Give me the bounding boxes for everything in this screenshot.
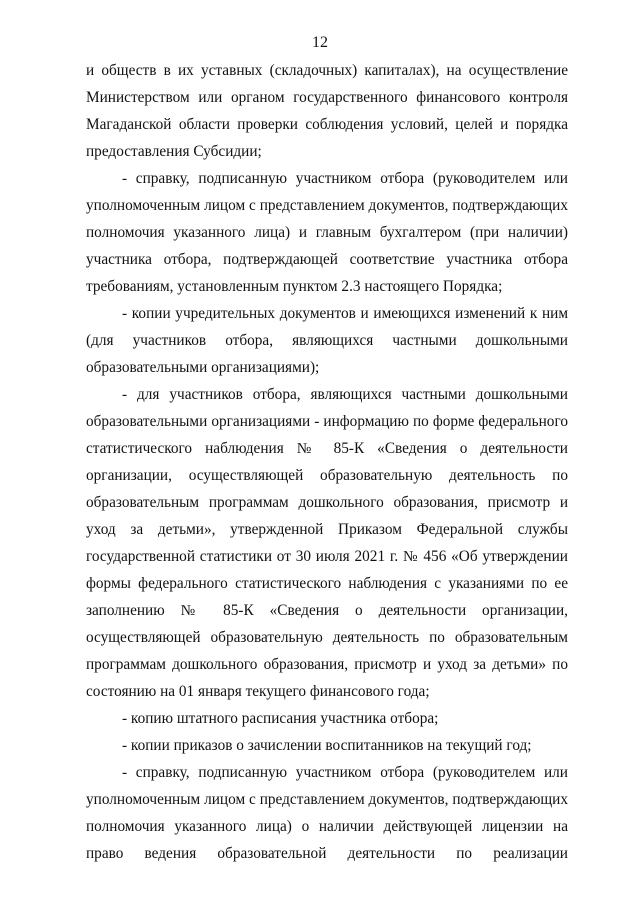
paragraph-spravka-license: - справку, подписанную участником отбора (руководителем или уполномоченным лицом с представлением документов, подтверждающих полномочия указанного лица) о наличии действующей лицензии на право ведения образовательной деятельности по реализации (86, 764, 568, 862)
paragraph-founding-documents: - копии учредительных документов и имеющихся изменений к ним (для участников отбора, являющихся частными дошкольными образовательными организациями); (86, 305, 568, 376)
paragraph-statistical-form: - для участников отбора, являющихся частными дошкольными образовательными организациями - информацию по форме федерального статистического наблюдения № 85-К «Сведения о деятельности организации, осуществляющей образовательную деятельность по образовательным программам дошкольного образования, присмотр и уход за детьми», утвержденной Приказом Федеральной службы государственной статистики от 30 июля 2021 г. № 456 «Об утверждении формы федерального статистического наблюдения с указаниями по ее заполнению № 85-К «Сведения о деятельности организации, осуществляющей образовательную деятельность по образовательным программам дошкольного образования, присмотр и уход за детьми» по состоянию на 01 января текущего финансового года; (86, 386, 568, 700)
document-body (86, 57, 568, 867)
paragraph-enrollment-orders: - копии приказов о зачислении воспитанников на текущий год; (122, 737, 532, 754)
paragraph-continuation: и обществ в их уставных (складочных) капиталах), на осуществление Министерством или органом государственного финансового контроля Магаданской области проверки соблюдения условий, целей и порядка предоставления Субсидии; (86, 62, 568, 160)
paragraph-staff-schedule: - копию штатного расписания участника отбора; (122, 710, 439, 727)
page-number: 12 (312, 34, 328, 51)
paragraph-spravka-requirements: - справку, подписанную участником отбора (руководителем или уполномоченным лицом с представлением документов, подтверждающих полномочия указанного лица) и главным бухгалтером (при наличии) участника отбора, подтверждающей соответствие участника отбора требованиям, установленным пунктом 2.3 настоящего Порядка; (86, 170, 568, 295)
